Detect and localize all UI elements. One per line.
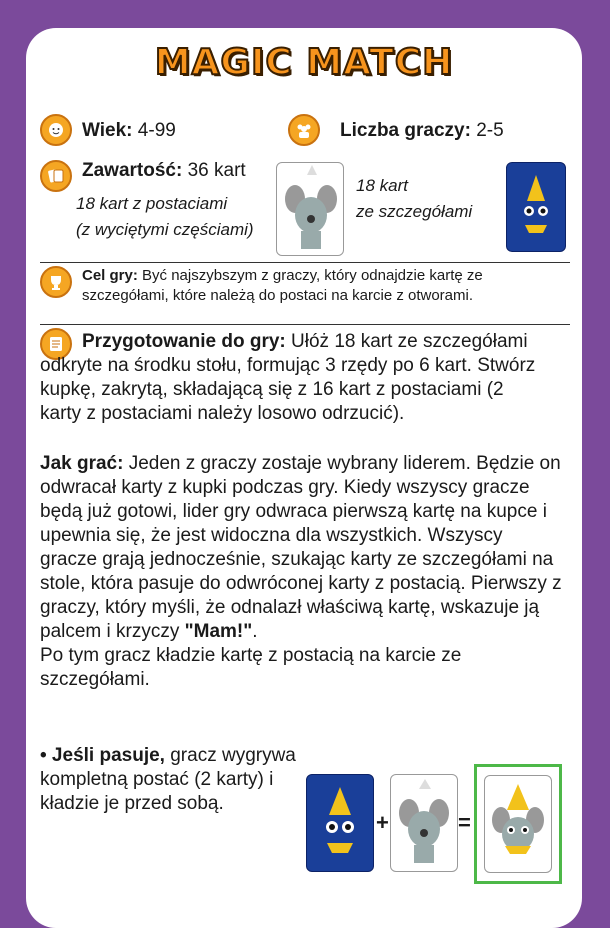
char-cards-line1: 18 kart z postaciami — [76, 194, 228, 213]
match-paragraph — [40, 744, 310, 816]
players-icon — [288, 114, 320, 146]
setup-line2: odkryte na środku stołu, formując 3 rzędy po 6 kart. Stwórz — [40, 355, 536, 376]
contents-row — [82, 160, 246, 182]
complete-character-image — [484, 775, 552, 873]
shout-text: "Mam!" — [184, 621, 253, 642]
cards-icon — [40, 160, 72, 192]
setup-paragraph — [40, 330, 580, 426]
age-row — [82, 120, 176, 142]
goal-line2: szczegółami, które należą do postaci na karcie z otworami. — [82, 287, 474, 304]
howto-line: . — [252, 621, 258, 642]
howto-line: Po tym gracz kładzie kartę z postacią na karcie ze — [40, 645, 462, 666]
players-label: Liczba graczy: — [340, 120, 471, 141]
contents-label: Zawartość: — [82, 160, 183, 181]
howto-line: upewnia się, że jest widoczna dla wszystkich. Wszyscy — [40, 525, 503, 546]
age-value: 4-99 — [137, 120, 176, 141]
howto-line: szczegółami. — [40, 669, 150, 690]
age-label: Wiek: — [82, 120, 133, 141]
setup-line4: karty z postaciami należy losowo odrzucić). — [40, 403, 405, 424]
character-card-image — [390, 774, 458, 872]
setup-line1: Ułóż 18 kart ze szczegółami — [291, 331, 528, 352]
detail-cards-line2: ze szczegółami — [356, 202, 473, 221]
howto-line: odwracał karty z kupki podczas gry. Kiedy wszyscy gracze — [40, 477, 530, 498]
players-row — [340, 120, 504, 142]
goal-paragraph — [82, 266, 572, 306]
rules-card — [26, 28, 582, 928]
howto-line: gracze grają jednocześnie, szukając karty ze szczegółami na — [40, 549, 554, 570]
goal-line1: Być najszybszym z graczy, który odnajdzie kartę ze — [142, 267, 483, 284]
players-value: 2-5 — [476, 120, 504, 141]
match-bullet: • Jeśli pasuje, — [40, 745, 165, 766]
result-frame — [474, 764, 562, 884]
goal-label: Cel gry: — [82, 267, 138, 284]
equals-sign: = — [458, 810, 471, 835]
divider — [40, 262, 570, 263]
detail-cards-line1: 18 kart — [356, 176, 408, 195]
setup-line3: kupkę, zakrytą, składającą się z 16 kart z postaciami (2 — [40, 379, 504, 400]
divider — [40, 324, 570, 325]
howto-line: palcem i krzyczy — [40, 621, 185, 642]
match-line: gracz wygrywa — [164, 745, 296, 766]
character-card-image — [276, 162, 344, 256]
howto-paragraph — [40, 452, 580, 692]
char-cards-line2: (z wyciętymi częściami) — [76, 220, 254, 239]
howto-label: Jak grać: — [40, 453, 124, 474]
howto-line: będą już gotowi, lider gry odwraca pierwszą kartę na kupce i — [40, 501, 547, 522]
match-line: kładzie je przed sobą. — [40, 793, 224, 814]
setup-label: Przygotowanie do gry: — [82, 331, 286, 352]
detail-card-image — [306, 774, 374, 872]
contents-value: 36 kart — [187, 160, 246, 181]
game-title: MAGIC MATCH — [154, 42, 454, 83]
face-icon — [40, 114, 72, 146]
detail-card-image — [506, 162, 566, 252]
plus-sign: + — [376, 810, 389, 835]
howto-line: stole, która pasuje do odwróconej karty z postacią. Pierwszy z — [40, 573, 562, 594]
howto-line: graczy, który myśli, że odnalazł właściwą kartę, wskazuje ją — [40, 597, 540, 618]
match-line: kompletną postać (2 karty) i — [40, 769, 274, 790]
trophy-icon — [40, 266, 72, 298]
howto-line: Jeden z graczy zostaje wybrany liderem. Będzie on — [128, 453, 561, 474]
